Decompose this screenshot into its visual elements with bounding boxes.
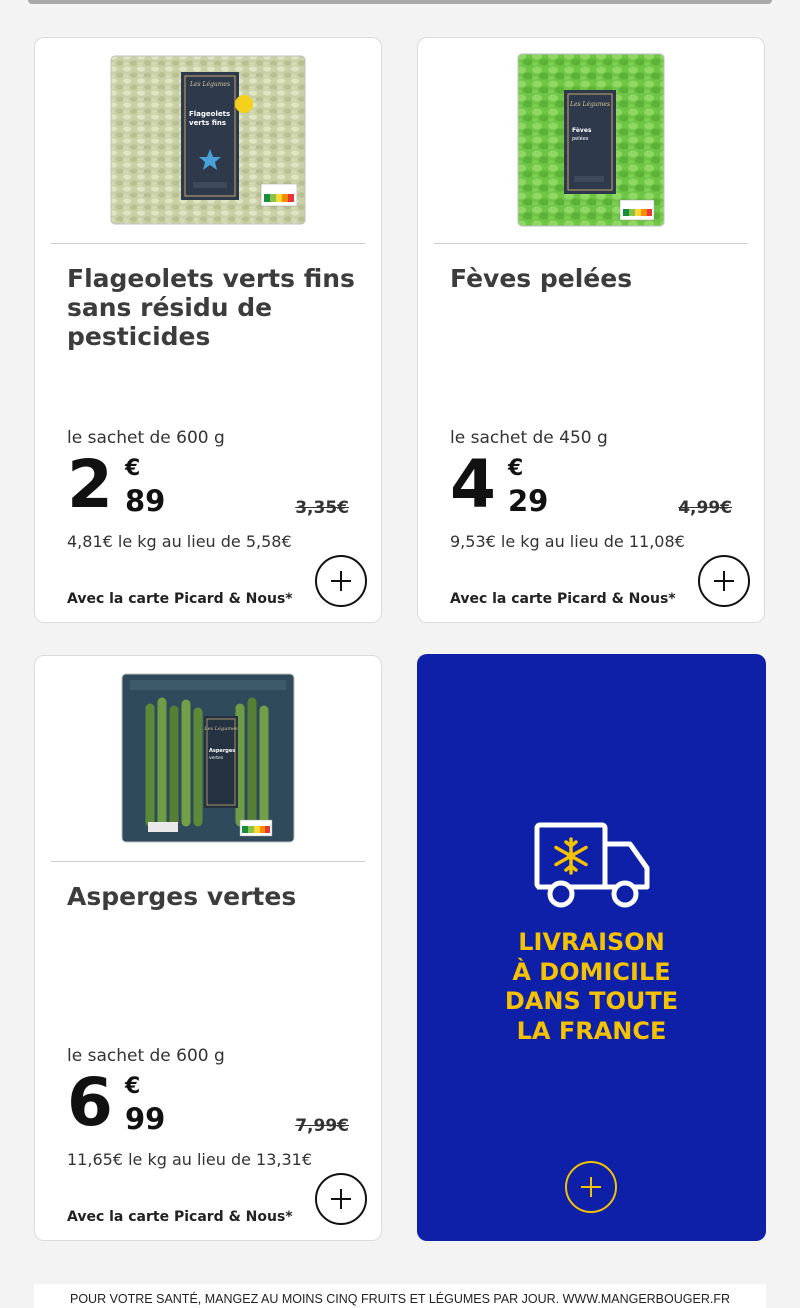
loyalty-note: Avec la carte Picard & Nous*: [67, 591, 293, 607]
add-to-cart-button[interactable]: [698, 555, 750, 607]
package-label-line-1: Flageolets: [189, 110, 231, 118]
old-price: 7,99€: [295, 1116, 349, 1136]
top-scroll-edge: [28, 0, 772, 4]
promo-line: LA FRANCE: [516, 1016, 667, 1045]
price-cents: 29: [508, 484, 549, 518]
svg-text:Les Légumes: Les Légumes: [204, 726, 238, 732]
feves-package-image: [516, 52, 666, 228]
asperges-package-image: [120, 672, 296, 844]
card-divider: [51, 243, 365, 244]
flageolets-package-image: [109, 54, 307, 226]
health-disclaimer: POUR VOTRE SANTÉ, MANGEZ AU MOINS CINQ FRUITS ET LÉGUMES PAR JOUR. WWW.MANGERBOUGER.FR: [34, 1284, 766, 1308]
product-image[interactable]: [35, 656, 381, 860]
package-label-line-2: vertes: [209, 756, 224, 761]
plus-icon: [331, 1189, 351, 1209]
old-price: 4,99€: [678, 498, 732, 518]
promo-line: DANS TOUTE: [504, 987, 679, 1015]
price-currency: €: [125, 1074, 141, 1099]
promo-headline: [417, 928, 766, 1046]
svg-text:Les Légumes: Les Légumes: [189, 81, 231, 88]
delivery-truck-snowflake-icon: [534, 822, 652, 912]
price-currency: €: [508, 456, 524, 481]
card-divider: [51, 861, 365, 862]
price-per-kg: 9,53€ le kg au lieu de 11,08€: [450, 532, 685, 551]
product-card-feves[interactable]: [417, 37, 765, 623]
card-divider: [434, 243, 748, 244]
product-unit: le sachet de 450 g: [450, 428, 608, 448]
package-label-line-2: verts fins: [189, 119, 227, 127]
add-to-cart-button[interactable]: [315, 1173, 367, 1225]
product-title[interactable]: Asperges vertes: [67, 882, 297, 911]
package-label-line-2: pelées: [572, 136, 589, 142]
price-integer: 4: [450, 446, 496, 523]
add-to-cart-button[interactable]: [315, 555, 367, 607]
plus-icon: [714, 571, 734, 591]
price-per-kg: 11,65€ le kg au lieu de 13,31€: [67, 1150, 313, 1169]
promo-line: LIVRAISON: [518, 928, 665, 956]
product-card-asperges[interactable]: [34, 655, 382, 1241]
price-per-kg: 4,81€ le kg au lieu de 5,58€: [67, 532, 292, 551]
promo-card-home-delivery[interactable]: [417, 654, 766, 1241]
product-image[interactable]: [35, 38, 381, 242]
product-title[interactable]: Flageolets verts fins sans résidu de pesticides: [67, 264, 355, 351]
product-image[interactable]: [418, 38, 764, 242]
price-cents: 89: [125, 484, 166, 518]
loyalty-note: Avec la carte Picard & Nous*: [450, 591, 676, 607]
product-card-flageolets[interactable]: [34, 37, 382, 623]
price-integer: 2: [67, 446, 113, 523]
price-cents: 99: [125, 1102, 166, 1136]
price-currency: €: [125, 456, 141, 481]
promo-more-button[interactable]: [565, 1161, 617, 1213]
plus-icon: [331, 571, 351, 591]
product-unit: le sachet de 600 g: [67, 1046, 225, 1066]
price-integer: 6: [67, 1064, 113, 1141]
product-title[interactable]: Fèves pelées: [450, 264, 633, 293]
product-unit: le sachet de 600 g: [67, 428, 225, 448]
old-price: 3,35€: [295, 498, 349, 518]
plus-icon: [581, 1177, 601, 1197]
package-label-line-1: Fèves: [572, 127, 592, 134]
promo-line: À DOMICILE: [512, 957, 671, 986]
package-label-line-1: Asperges: [209, 748, 236, 754]
loyalty-note: Avec la carte Picard & Nous*: [67, 1209, 293, 1225]
svg-text:Les Légumes: Les Légumes: [569, 101, 611, 108]
